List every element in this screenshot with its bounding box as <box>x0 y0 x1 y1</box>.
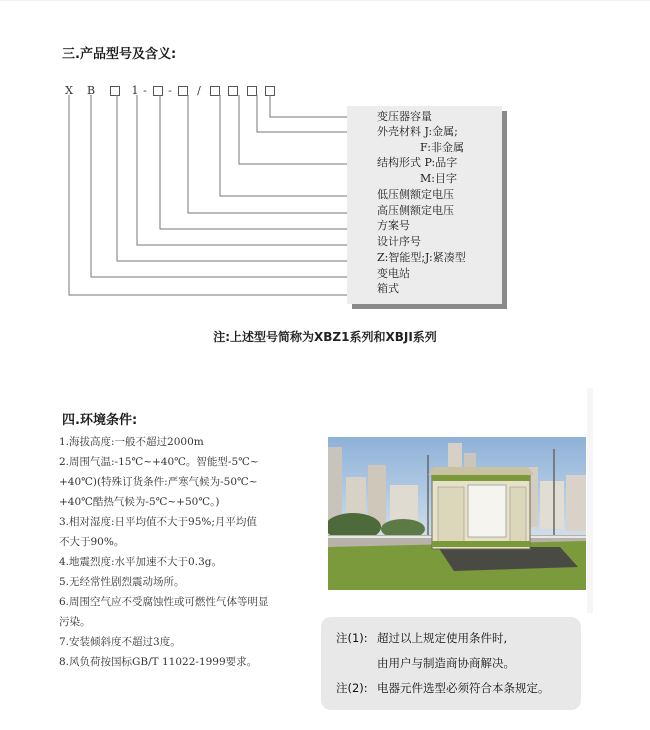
note1-line1: 超过以上规定使用条件时, <box>377 631 508 645</box>
section3-title: 三.产品型号及含义: <box>62 47 177 62</box>
label-box-type: 箱式 <box>377 282 399 295</box>
label-structure: 结构形式 P:品字 <box>377 156 458 169</box>
condition-line: 5.无经常性剧烈震动场所。 <box>59 576 185 588</box>
label-lv-voltage: 低压侧额定电压 <box>377 188 454 201</box>
condition-line: 不大于90%。 <box>59 536 125 548</box>
note2-prefix: 注(2): <box>336 681 368 695</box>
condition-line: 3.相对湿度:日平均值不大于95%;月平均值 <box>59 516 257 528</box>
label-design-no: 设计序号 <box>377 235 421 248</box>
label-enclosure-material: 外壳材料 J:金属; <box>377 125 458 138</box>
code-dash-1: - <box>143 84 147 97</box>
condition-line: 2.周围气温:-15℃~+40℃。智能型-5℃~ <box>59 456 259 468</box>
label-capacity: 变压器容量 <box>377 110 432 123</box>
code-dash-2: - <box>168 84 172 97</box>
code-slash: / <box>197 84 201 97</box>
code-char-x: X <box>65 84 73 97</box>
note1-prefix: 注(1): <box>336 631 368 645</box>
model-note: 注:上述型号简称为XBZ1系列和XBJI系列 <box>213 330 437 344</box>
substation-photo-art <box>328 437 586 590</box>
condition-line: 污染。 <box>59 616 91 628</box>
substation-photo <box>328 437 586 590</box>
side-shade <box>587 388 593 613</box>
label-hv-voltage: 高压侧额定电压 <box>377 204 454 217</box>
condition-line: +40℃)(特殊订货条件:严寒气候为-50℃~ <box>59 476 258 488</box>
label-m-type: M:目字 <box>420 172 457 185</box>
condition-line: 4.地震烈度:水平加速不大于0.3g。 <box>59 556 222 568</box>
code-char-1: 1 <box>131 84 139 97</box>
condition-line: 1.海拔高度:一般不超过2000m <box>59 436 204 448</box>
label-type: Z:智能型;J:紧凑型 <box>377 251 466 264</box>
leader-lines <box>0 0 650 330</box>
condition-line: 8.风负荷按国标GB/T 11022-1999要求。 <box>59 656 258 668</box>
condition-line: +40℃酷热气候为-5℃~+50℃。) <box>59 496 220 508</box>
label-nonmetal: F:非金属 <box>420 141 464 154</box>
note2-line1: 电器元件选型必须符合本条规定。 <box>377 681 550 695</box>
condition-line: 7.安装倾斜度不超过3度。 <box>59 636 181 648</box>
section4-title: 四.环境条件: <box>62 413 138 428</box>
note1-line2: 由用户与制造商协商解决。 <box>377 656 515 670</box>
label-substation: 变电站 <box>377 267 410 280</box>
code-char-b: B <box>86 84 96 97</box>
label-scheme-no: 方案号 <box>377 219 410 232</box>
condition-line: 6.周围空气应不受腐蚀性或可燃性气体等明显 <box>59 596 269 608</box>
